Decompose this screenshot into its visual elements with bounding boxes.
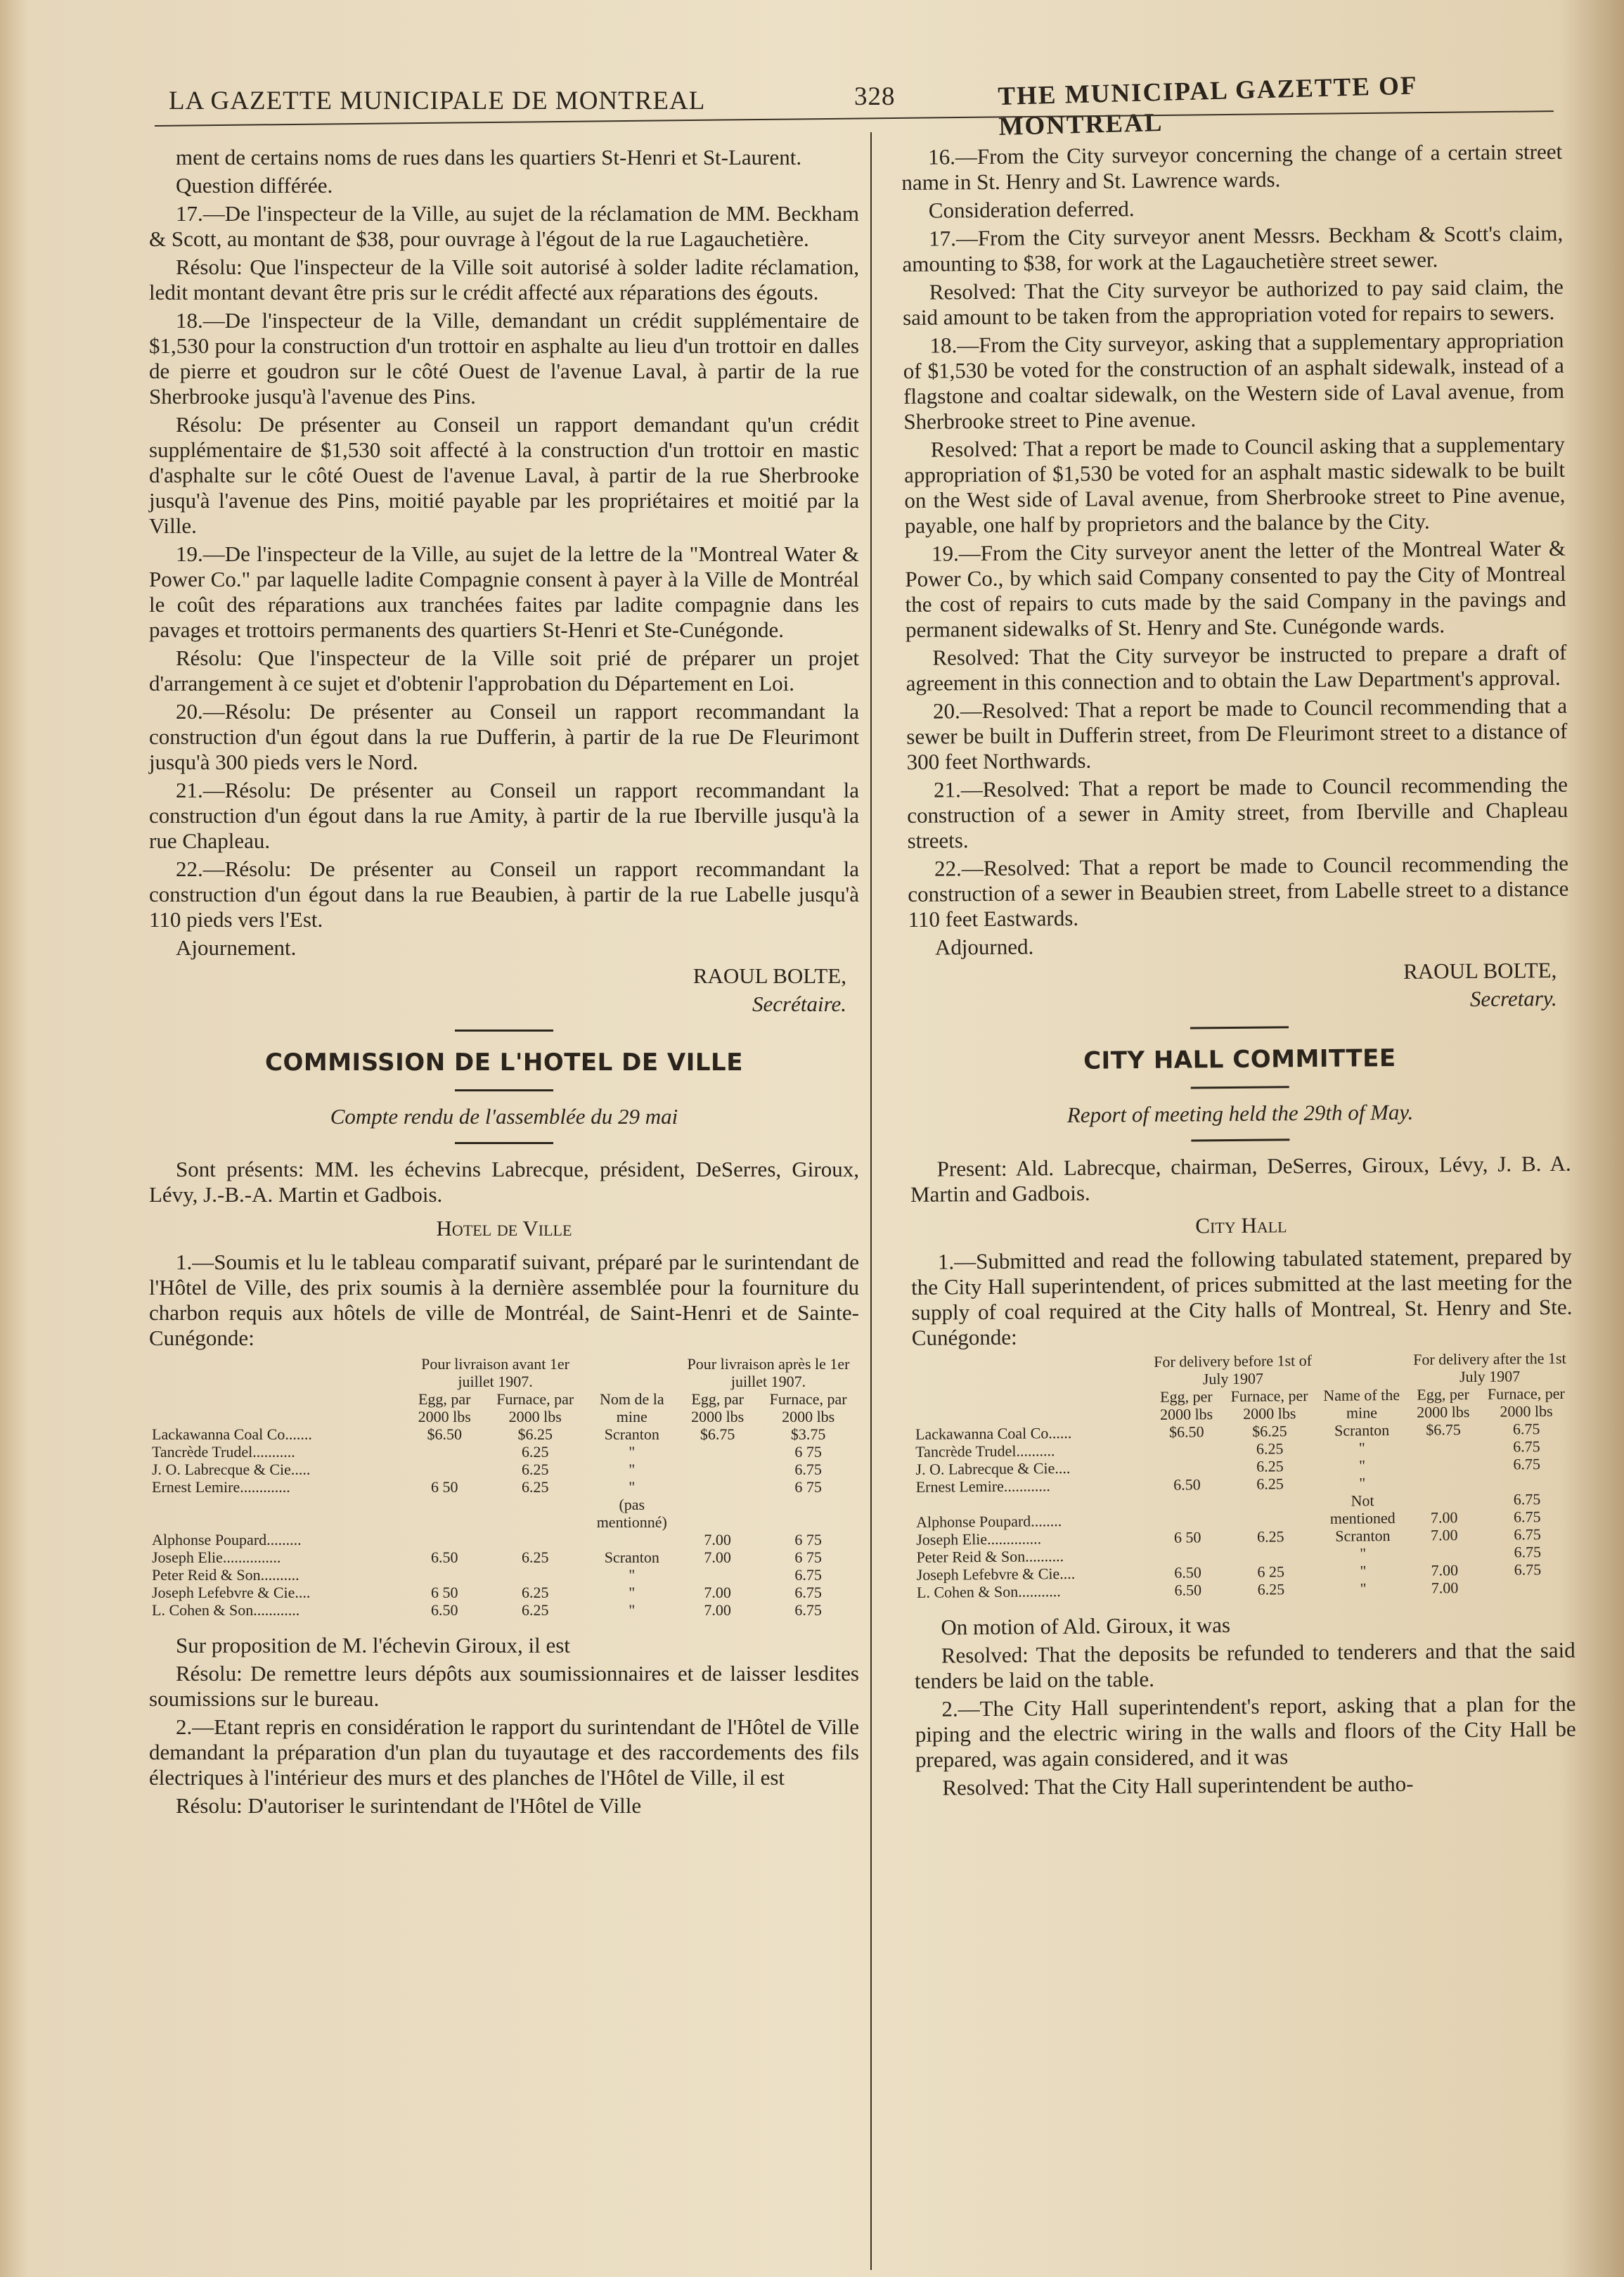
price-cell: 6 50	[430, 1584, 458, 1601]
price-cell	[678, 1478, 757, 1496]
supplier-name: Joseph Elie..............	[916, 1529, 1042, 1548]
supplier-name: L. Cohen & Son...........	[916, 1582, 1061, 1601]
minutes-paragraph: Resolved: That the City surveyor be instructed to prepare a draft of agreement in this connection and to obtain the Law Department's approval.	[906, 639, 1567, 695]
supplier-name	[149, 1496, 405, 1531]
price-cell	[678, 1566, 757, 1584]
price-cell: Scranton	[604, 1425, 659, 1443]
subsection-heading: Hotel de Ville	[436, 1216, 572, 1240]
price-cell: 7.00	[704, 1548, 731, 1566]
price-cell: 6.75	[794, 1601, 822, 1619]
price-cell: 6 75	[794, 1478, 822, 1496]
supplier-name: Ernest Lemire............	[915, 1477, 1050, 1496]
supplier-name: J. O. Labrecque & Cie.....	[152, 1461, 311, 1478]
minutes-paragraph: 17.—De l'inspecteur de la Ville, au sujet de la réclamation de MM. Beckham & Scott, au montant de $38, pour ouvrage à l'égout de la rue Lagauchetière.	[149, 201, 859, 251]
section-subtitle: Report of meeting held the 29th of May.	[1066, 1099, 1414, 1127]
table-group-header: Pour livraison après le 1er juillet 1907.	[687, 1355, 850, 1390]
signature-title: Secretary.	[1469, 985, 1557, 1011]
price-cell	[484, 1496, 586, 1531]
price-cell	[678, 1496, 757, 1531]
minutes-paragraph: 2.—Etant repris en considération le rapport du surintendant de l'Hôtel de Ville demandant la préparation d'un plan du tuyautage et des raccordements des fils électriques à l'intérieur des murs et des planches de l'Hôtel de Ville, il est	[149, 1714, 859, 1790]
price-cell: 7.00	[1430, 1508, 1458, 1527]
price-cell: 6.75	[1514, 1525, 1541, 1544]
supplier-name: L. Cohen & Son............	[152, 1601, 300, 1619]
price-cell: 6.75	[1514, 1560, 1542, 1579]
supplier-name: Tancrède Trudel..........	[915, 1442, 1055, 1461]
price-cell: "	[1360, 1544, 1367, 1563]
price-cell: 6.50	[430, 1548, 458, 1566]
price-cell: 6.25	[1256, 1439, 1284, 1458]
table-header: Egg, par 2000 lbs	[691, 1390, 745, 1425]
section-title: COMMISSION DE L'HOTEL DE VILLE	[265, 1048, 743, 1077]
table-row	[149, 1584, 859, 1601]
column-divider	[870, 132, 872, 2270]
signature-name: RAOUL BOLTE,	[1403, 957, 1557, 984]
minutes-paragraph: Ajournement.	[176, 935, 297, 960]
subtitle-rule	[455, 1142, 553, 1144]
price-cell: $6.25	[1252, 1422, 1287, 1440]
price-cell	[405, 1461, 484, 1478]
minutes-paragraph: ment de certains noms de rues dans les quartiers St-Henri et St-Laurent.	[176, 145, 802, 169]
table-header: Egg, per 2000 lbs	[1417, 1385, 1470, 1421]
table-row	[149, 1601, 859, 1619]
price-cell: 7.00	[1431, 1561, 1459, 1579]
table-row	[149, 1566, 859, 1584]
section-title: CITY HALL COMMITTEE	[1083, 1044, 1396, 1075]
table-row	[149, 1531, 859, 1548]
price-cell: 6.25	[1256, 1527, 1284, 1546]
price-cell: 6.75	[1512, 1420, 1540, 1438]
title-rule	[1191, 1086, 1289, 1089]
price-cell	[405, 1531, 484, 1548]
subsection-heading: City Hall	[1195, 1212, 1287, 1238]
header-french-title: LA GAZETTE MUNICIPALE DE MONTREAL	[169, 86, 706, 115]
table-row	[149, 1548, 859, 1566]
supplier-name: Alphonse Poupard.........	[152, 1531, 302, 1548]
price-cell	[678, 1443, 757, 1461]
price-cell: $6.50	[427, 1425, 462, 1443]
price-cell: $6.50	[1168, 1423, 1204, 1441]
price-cell: 6.75	[1513, 1490, 1541, 1508]
minutes-paragraph: Résolu: De remettre leurs dépôts aux soumissionnaires et de laisser lesdites soumissions sur le bureau.	[149, 1661, 859, 1711]
price-cell: 6.25	[521, 1443, 549, 1461]
supplier-name: Peter Reid & Son..........	[152, 1566, 299, 1584]
price-cell	[1407, 1473, 1480, 1492]
minutes-paragraph: Resolved: That the City Hall superintendent be autho-	[942, 1771, 1414, 1800]
price-cell: $6.75	[700, 1425, 735, 1443]
supplier-name: Alphonse Poupard........	[915, 1512, 1062, 1531]
table-row	[149, 1425, 859, 1443]
minutes-paragraph: 21.—Resolved: That a report be made to Council recommending the construction of a sewer in Amity street, from Iberville and Chapleau streets.	[907, 771, 1568, 853]
french-minutes-continued	[149, 1633, 859, 1819]
minutes-paragraph: Résolu: D'autoriser le surintendant de l'Hôtel de Ville	[176, 1793, 642, 1818]
supplier-name: Joseph Lefebvre & Cie....	[916, 1564, 1076, 1584]
price-cell: 6.25	[1256, 1475, 1284, 1493]
supplier-name: Tancrède Trudel...........	[152, 1443, 295, 1461]
price-cell: 6.25	[521, 1461, 549, 1478]
table-group-header: For delivery after the 1st July 1907	[1413, 1349, 1566, 1386]
price-cell: 6.50	[1173, 1475, 1201, 1494]
price-cell	[586, 1531, 678, 1548]
attendance: Present: Ald. Labrecque, chairman, DeSerres, Giroux, Lévy, J. B. A. Martin and Gadbois.	[910, 1150, 1571, 1207]
price-cell: 6 75	[794, 1443, 822, 1461]
english-minutes	[901, 139, 1569, 961]
price-cell	[1151, 1510, 1223, 1529]
price-cell	[405, 1443, 484, 1461]
table-row	[149, 1461, 859, 1478]
price-cell	[1407, 1438, 1480, 1456]
supplier-name: Ernest Lemire.............	[152, 1478, 290, 1496]
price-cell: "	[629, 1461, 636, 1478]
minutes-paragraph: 20.—Resolved: That a report be made to Council recommending that a sewer be built in Dufferin street, from De Fleurimont street to a distance of 300 feet Northwards.	[906, 693, 1568, 774]
price-cell	[1407, 1456, 1480, 1474]
price-cell: "	[1360, 1562, 1367, 1580]
table-group-header: Pour livraison avant 1er juillet 1907.	[421, 1355, 569, 1390]
price-cell: "	[1358, 1456, 1366, 1475]
section-subtitle: Compte rendu de l'assemblée du 29 mai	[330, 1104, 678, 1129]
price-cell: "	[629, 1584, 636, 1601]
english-column	[901, 139, 1577, 1804]
price-cell: 6.75	[1513, 1437, 1540, 1456]
price-cell: "	[629, 1478, 636, 1496]
price-cell: "	[1358, 1439, 1365, 1457]
price-cell: 6.75	[794, 1461, 822, 1478]
price-cell: 6 50	[430, 1478, 458, 1496]
minutes-paragraph: 2.—The City Hall superintendent's report, asking that a plan for the piping and the electric wiring in the walls and floors of the City Hall be prepared, was again considered, and it was	[915, 1691, 1576, 1772]
header-english-title: THE MUNICIPAL GAZETTE OF MONTREAL	[997, 71, 1417, 141]
table-row	[149, 1478, 859, 1496]
table-header: Furnace, per 2000 lbs	[1230, 1387, 1308, 1423]
price-cell: 6.50	[1174, 1581, 1202, 1599]
price-cell	[1408, 1544, 1481, 1562]
table-header: Furnace, par 2000 lbs	[496, 1390, 574, 1425]
price-cell	[1481, 1578, 1575, 1596]
supplier-name: Joseph Elie...............	[152, 1548, 281, 1566]
price-cell	[1151, 1458, 1223, 1476]
section-divider	[455, 1030, 553, 1032]
price-cell: "	[629, 1443, 636, 1461]
minutes-paragraph: Résolu: De présenter au Conseil un rapport demandant qu'un crédit supplémentaire de $1,530 soit affecté à la construction d'un trottoir en mastic d'asphalte sur le côté Ouest de l'avenue Laval, à partir de la rue Sherbrooke jusqu'à l'avenue des Pins, moitié payable par les propriétaires et moitié par la Ville.	[149, 412, 859, 538]
price-cell	[1223, 1492, 1317, 1510]
price-cell	[484, 1566, 586, 1584]
table-header: Name of the mine	[1323, 1385, 1400, 1422]
price-cell	[1150, 1440, 1223, 1458]
supplier-name: Peter Reid & Son..........	[916, 1547, 1064, 1566]
signature-name: RAOUL BOLTE,	[692, 963, 846, 988]
coal-price-table	[912, 1349, 1575, 1601]
price-cell	[1152, 1546, 1224, 1564]
minutes-paragraph: Adjourned.	[934, 934, 1034, 960]
minutes-paragraph: 22.—Resolved: That a report be made to Council recommending the construction of a sewer in Beaubien street, from Labelle street to a distance 110 feet Eastwards.	[908, 850, 1569, 932]
price-cell: 6.75	[1513, 1508, 1541, 1526]
price-cell	[1407, 1491, 1480, 1509]
price-cell	[484, 1531, 586, 1548]
price-cell: "	[1359, 1474, 1366, 1492]
supplier-name	[913, 1494, 1152, 1513]
table-header: Furnace, par 2000 lbs	[769, 1390, 847, 1425]
price-cell: "	[629, 1601, 636, 1619]
price-cell	[1151, 1493, 1223, 1511]
item-text: 1.—Submitted and read the following tabulated statement, prepared by the City Hall superintendent, of prices submitted at the last meeting for the supply of coal required at the City halls of Montreal, St. Henry and Ste. Cunégonde:	[911, 1243, 1573, 1350]
minutes-paragraph: 22.—Résolu: De présenter au Conseil un rapport recommandant la construction d'un égout dans la rue Beaubien, à partir de la rue Labelle jusqu'à 110 pieds vers l'Est.	[149, 857, 859, 932]
price-cell: $6.25	[517, 1425, 553, 1443]
price-cell	[757, 1496, 859, 1531]
price-cell: 6.50	[1174, 1563, 1201, 1582]
minutes-paragraph: 19.—From the City surveyor anent the letter of the Montreal Water & Power Co., by which said Company consented to pay the City of Montreal the cost of repairs to cuts made by the said Company in the pavings and permanent sidewalks of St. Henry and Ste. Cunégonde wards.	[905, 535, 1566, 642]
price-cell: 6 75	[794, 1531, 822, 1548]
price-cell: "	[1360, 1579, 1367, 1598]
english-minutes-continued	[914, 1610, 1576, 1801]
minutes-paragraph: Resolved: That the deposits be refunded to tenderers and that the said tenders be laid on the table.	[914, 1637, 1575, 1693]
price-cell: 6 75	[794, 1548, 822, 1566]
minutes-paragraph: 16.—From the City surveyor concerning the change of a certain street name in St. Henry and St. Lawrence wards.	[901, 139, 1563, 195]
price-cell: 6.25	[1257, 1580, 1285, 1598]
price-cell: "	[629, 1566, 636, 1584]
price-cell	[405, 1496, 484, 1531]
price-cell: 7.00	[1431, 1579, 1459, 1597]
supplier-name: Lackawanna Coal Co.......	[152, 1425, 312, 1443]
minutes-paragraph: On motion of Ald. Giroux, it was	[941, 1612, 1231, 1640]
section-divider	[1190, 1026, 1289, 1029]
price-cell: 6.25	[521, 1478, 549, 1496]
price-cell	[1224, 1545, 1318, 1563]
price-cell: 6.75	[794, 1566, 822, 1584]
supplier-name: Lackawanna Coal Co......	[915, 1423, 1072, 1443]
price-cell: Not	[1351, 1492, 1374, 1510]
supplier-name: Joseph Lefebvre & Cie....	[152, 1584, 311, 1601]
minutes-paragraph: Question différée.	[176, 173, 333, 198]
price-cell: 6 25	[1257, 1563, 1285, 1581]
minutes-paragraph: Consideration deferred.	[928, 196, 1135, 223]
supplier-name: J. O. Labrecque & Cie....	[915, 1458, 1071, 1478]
price-cell: 7.00	[704, 1584, 731, 1601]
title-rule	[455, 1089, 553, 1091]
price-cell: 6.25	[521, 1548, 549, 1566]
price-cell: Scranton	[1335, 1527, 1391, 1545]
minutes-paragraph: Sur proposition de M. l'échevin Giroux, il est	[176, 1633, 570, 1657]
table-row	[149, 1496, 859, 1531]
price-cell: Scranton	[1334, 1421, 1390, 1439]
french-minutes	[149, 145, 859, 961]
minutes-paragraph: 20.—Résolu: De présenter au Conseil un rapport recommandant la construction d'un égout dans la rue Dufferin, à partir de la rue De Fleurimont jusqu'à 300 pieds vers le Nord.	[149, 699, 859, 774]
page-number: 328	[854, 82, 896, 111]
minutes-paragraph: Résolu: Que l'inspecteur de la Ville soit autorisé à solder ladite réclamation, ledit montant devant être pris sur le crédit affecté aux réparations des égouts.	[149, 255, 859, 304]
minutes-paragraph: Resolved: That a report be made to Council asking that a supplementary appropriation of $1,530 be voted for an asphalt mastic sidewalk to be built on the West side of Laval avenue, from Sherbrooke street to Pine avenue, payable, one half by proprietors and the balance by the City.	[903, 431, 1566, 538]
price-cell	[405, 1566, 484, 1584]
table-group-header: For delivery before 1st of July 1907	[1154, 1351, 1313, 1388]
minutes-paragraph: 18.—From the City surveyor, asking that a supplementary appropriation of $1,530 be voted for the construction of an asphalt sidewalk, instead of a flagstone and coaltar sidewalk, on the Western side of Laval avenue, from Sherbrooke street to Pine avenue.	[903, 327, 1565, 434]
minutes-paragraph: Résolu: Que l'inspecteur de la Ville soit prié de préparer un projet d'arrangement à ce sujet et d'obtenir l'approbation du Département en Loi.	[149, 646, 859, 695]
minutes-paragraph: Resolved: That the City surveyor be authorized to pay said claim, the said amount to be taken from the appropriation voted for repairs to sewers.	[902, 274, 1564, 330]
coal-price-table	[149, 1355, 859, 1619]
price-cell: 6.75	[1513, 1455, 1541, 1473]
price-cell	[1223, 1510, 1317, 1528]
price-cell: Scranton	[604, 1548, 659, 1566]
price-cell: $6.75	[1426, 1420, 1461, 1439]
minutes-paragraph: 21.—Résolu: De présenter au Conseil un rapport recommandant la construction d'un égout dans la rue Amity, à partir de la rue Iberville jusqu'à la rue Chapleau.	[149, 778, 859, 853]
price-cell: (pas mentionné)	[596, 1496, 667, 1531]
price-cell: 6.75	[1514, 1543, 1542, 1561]
minutes-paragraph: 18.—De l'inspecteur de la Ville, demandant un crédit supplémentaire de $1,530 pour la construction d'un trottoir en asphalte au lieu d'un trottoir en dalles de pierre et goudron sur le côté Ouest de l'avenue Laval, à partir de la rue Sherbrooke jusqu'à l'avenue des Pins.	[149, 308, 859, 409]
price-cell: 6.50	[430, 1601, 458, 1619]
price-cell	[1480, 1473, 1574, 1491]
price-cell: $3.75	[790, 1425, 826, 1443]
price-cell: 6.25	[521, 1584, 549, 1601]
signature-title: Secrétaire.	[752, 992, 846, 1016]
table-header: Egg, per 2000 lbs	[1159, 1387, 1213, 1423]
table-header: Egg, par 2000 lbs	[418, 1390, 471, 1425]
subtitle-rule	[1191, 1138, 1289, 1141]
table-header: Furnace, per 2000 lbs	[1487, 1384, 1565, 1420]
price-cell: 7.00	[1431, 1526, 1458, 1544]
price-cell	[678, 1461, 757, 1478]
price-cell: 7.00	[704, 1531, 731, 1548]
minutes-paragraph: 19.—De l'inspecteur de la Ville, au sujet de la lettre de la "Montreal Water & Power Co." par laquelle ladite Compagnie consent à payer à la Ville de Montréal le coût des réparations aux tranchées faites par ladite compagnie dans les pavages et trottoirs permanents des quartiers St-Henri et Ste-Cunégonde.	[149, 541, 859, 642]
price-cell: 7.00	[704, 1601, 731, 1619]
minutes-paragraph: 17.—From the City surveyor anent Messrs. Beckham & Scott's claim, amounting to $38, for work at the Lagauchetière street sewer.	[902, 220, 1564, 276]
table-header: Nom de la mine	[599, 1390, 664, 1425]
attendance: Sont présents: MM. les échevins Labrecque, président, DeSerres, Giroux, Lévy, J.-B.-A. Martin et Gadbois.	[149, 1157, 859, 1207]
price-cell: 6.25	[1256, 1457, 1284, 1475]
table-row	[149, 1443, 859, 1461]
price-cell: mentioned	[1329, 1508, 1396, 1527]
price-cell: 6.25	[521, 1601, 549, 1619]
item-text: 1.—Soumis et lu le tableau comparatif suivant, préparé par le surintendant de l'Hôtel de Ville, des prix soumis à la dernière assemblée pour la fourniture du charbon requis aux hôtels de ville de Montréal, de Saint-Henri et de Sainte-Cunégonde:	[149, 1250, 859, 1350]
price-cell: 6 50	[1173, 1528, 1201, 1546]
french-column	[149, 145, 859, 1821]
price-cell: 6.75	[794, 1584, 822, 1601]
